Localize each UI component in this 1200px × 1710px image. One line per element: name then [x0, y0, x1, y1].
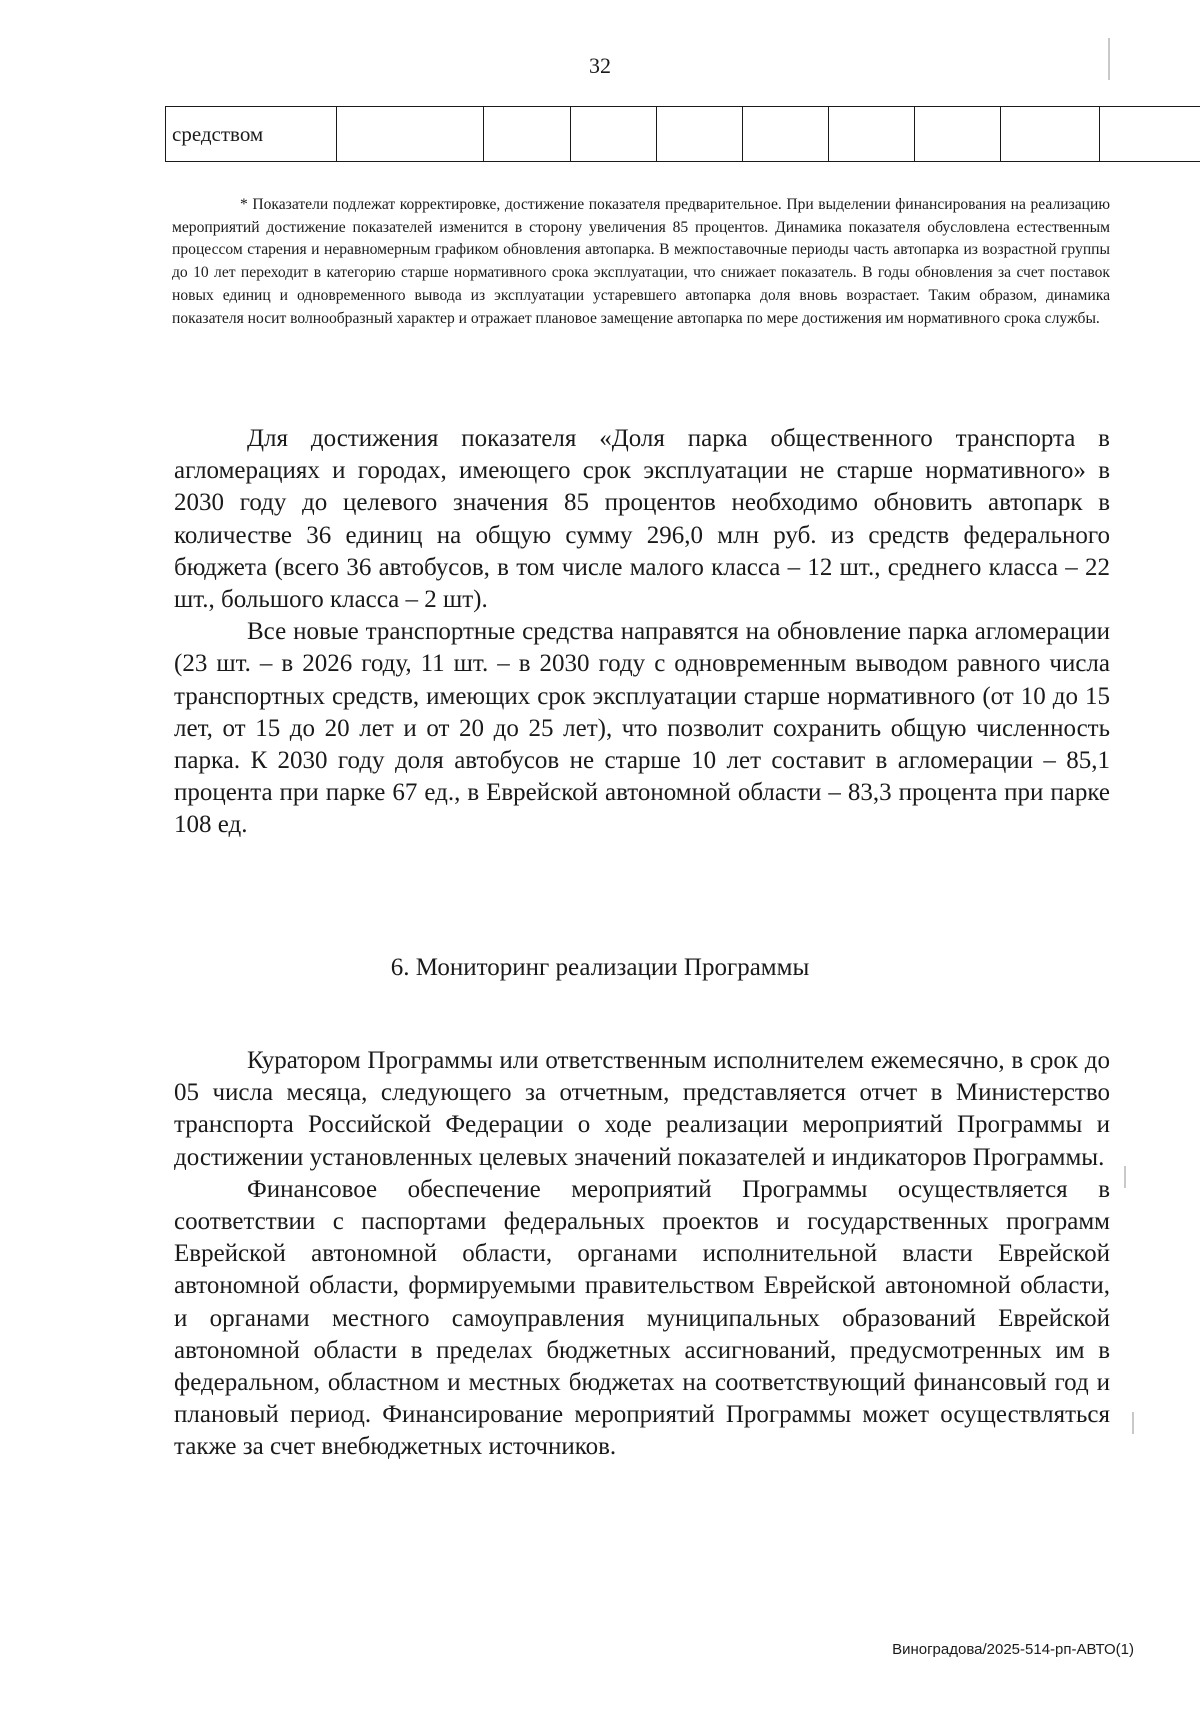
table-cell — [571, 107, 657, 162]
footnote — [172, 194, 1110, 330]
paragraph: Куратором Программы или ответственным исполнителем ежемесячно, в срок до 05 числа месяца, следующего за отчетным, представляется отчет в Министерство транспорта Российской Федерации о ходе реализации мероприятий Программы и достижении установленных целевых значений показателей и индикаторов Программы. — [174, 1047, 1110, 1171]
continued-table — [165, 106, 1200, 162]
table-cell — [484, 107, 571, 162]
table-row — [166, 107, 1200, 162]
paragraph: Для достижения показателя «Доля парка общественного транспорта в агломерациях и городах, имеющего срок эксплуатации не старше нормативного» в 2030 году до целевого значения 85 процентов необходимо обновить автопарк в количестве 36 единиц на общую сумму 296,0 млн руб. из средств федерального бюджета (всего 36 автобусов, в том числе малого класса – 12 шт., среднего класса – 22 шт., большого класса – 2 шт). — [174, 425, 1110, 614]
table-cell — [829, 107, 915, 162]
paragraph: Финансовое обеспечение мероприятий Программы осуществляется в соответствии с паспортами федеральных проектов и государственных программ Еврейской автономной области, органами исполнительной власти Еврейской автономной области, формируемыми правительством Еврейской автономной области, и органами местного самоуправления муниципальных образований Еврейской автономной области в пределах бюджетных ассигнований, предусмотренных им в федеральном, областном и местных бюджетах на соответствующий финансовый год и плановый период. Финансирование мероприятий Программы может осуществляться также за счет внебюджетных источников. — [174, 1175, 1110, 1461]
page-number: 32 — [589, 53, 611, 78]
table-cell — [1001, 107, 1100, 162]
section-5-text — [174, 423, 1110, 842]
document-reference: Виноградова/2025-514-рп-АВТО(1) — [892, 1641, 1134, 1658]
margin-mark — [1132, 1412, 1134, 1434]
table-cell — [743, 107, 829, 162]
footnote-text: * Показатели подлежат корректировке, достижение показателя предварительное. При выделении финансирования на реализацию мероприятий достижение показателей изменится в сторону увеличения 85 процентов. Динамика показателя обусловлена естественным процессом старения и неравномерным графиком обновления автопарка. В межпоставочные периоды часть автопарка из возрастной группы до 10 лет переходит в категорию старше нормативного срока эксплуатации, что снижает показатель. В годы обновления за счет поставок новых единиц и одновременного вывода из эксплуатации устаревшего автопарка доля вновь возрастает. Таким образом, динамика показателя носит волнообразный характер и отражает плановое замещение автопарка по мере достижения им нормативного срока службы. — [172, 196, 1110, 327]
table-cell — [657, 107, 743, 162]
section-6-text — [174, 1045, 1110, 1464]
margin-mark — [1124, 1166, 1126, 1188]
paragraph: Все новые транспортные средства направятся на обновление парка агломерации (23 шт. – в 2026 году, 11 шт. – в 2030 году с одновременным выводом равного числа транспортных средств, имеющих срок эксплуатации старше нормативного (от 10 до 15 лет, от 15 до 20 лет и от 20 до 25 лет), что позволит сохранить общую численность парка. К 2030 году доля автобусов не старше 10 лет составит в агломерации – 85,1 процента при парке 67 ед., в Еврейской автономной области – 83,3 процента при парке 108 ед. — [174, 618, 1110, 839]
table-cell — [1100, 107, 1200, 162]
table-cell: средством — [166, 107, 337, 162]
table-cell — [337, 107, 484, 162]
section-heading: 6. Мониторинг реализации Программы — [390, 954, 810, 981]
margin-mark — [1108, 38, 1110, 80]
table-cell — [915, 107, 1001, 162]
